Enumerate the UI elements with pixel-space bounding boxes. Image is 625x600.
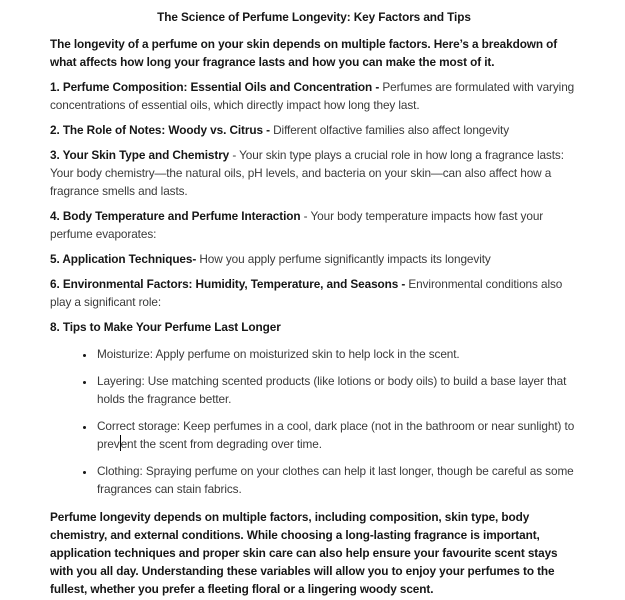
- tips-heading[interactable]: 8. Tips to Make Your Perfume Last Longer: [50, 320, 281, 334]
- section-paragraph-1[interactable]: [50, 78, 578, 114]
- tip-item-moisturize[interactable]: [95, 345, 578, 363]
- doc-title[interactable]: The Science of Perfume Longevity: Key Factors and Tips: [157, 10, 471, 24]
- section-4-body: - Your body temperature impacts how fast your perfume evaporates:: [50, 209, 544, 241]
- section-6-body: Environmental conditions also play a significant role:: [50, 277, 563, 309]
- section-paragraph-3[interactable]: [50, 146, 578, 200]
- tips-list: [50, 345, 578, 498]
- intro-paragraph[interactable]: The longevity of a perfume on your skin depends on multiple factors. Here’s a breakdown of what affects how long your fragrance lasts and how you can make the most of it.: [50, 37, 558, 69]
- section-5-lead: 5. Application Techniques-: [50, 252, 197, 266]
- tip-text: Clothing: Spraying perfume on your clothes can help it last longer, though be careful as some fragrances can stain fabrics.: [97, 464, 574, 496]
- section-1-body: Perfumes are formulated with varying concentrations of essential oils, which directly impact how long they last.: [50, 80, 575, 112]
- conclusion-paragraph[interactable]: Perfume longevity depends on multiple factors, including composition, skin type, body chemistry, and external conditions. While choosing a long-lasting fragrance is important, application techniques and proper skin care can also help ensure your favourite scent stays with you all day. Understanding these variables will allow you to enjoy your perfumes to the fullest, whether you prefer a fleeting floral or a lingering woody scent.: [50, 510, 558, 596]
- tip-text-before-cursor: Correct storage: Keep perfumes in a cool, dark place (not in the bathroom or near sunlight) to prev: [97, 419, 575, 451]
- tip-item-layering[interactable]: [95, 372, 578, 408]
- section-6-lead: 6. Environmental Factors: Humidity, Temperature, and Seasons -: [50, 277, 406, 291]
- tip-text-after-cursor: ent the scent from degrading over time.: [120, 437, 322, 451]
- section-4-lead: 4. Body Temperature and Perfume Interaction: [50, 209, 301, 223]
- tip-text: Layering: Use matching scented products (like lotions or body oils) to build a base layer that holds the fragrance better.: [97, 374, 567, 406]
- section-paragraph-6[interactable]: [50, 275, 578, 311]
- tip-text: Moisturize: Apply perfume on moisturized skin to help lock in the scent.: [97, 347, 460, 361]
- section-paragraph-4[interactable]: [50, 207, 578, 243]
- tip-item-clothing[interactable]: [95, 462, 578, 498]
- tip-item-storage[interactable]: [95, 417, 578, 453]
- section-3-lead: 3. Your Skin Type and Chemistry: [50, 148, 230, 162]
- section-5-body: How you apply perfume significantly impacts its longevity: [196, 252, 491, 266]
- section-3-body: - Your skin type plays a crucial role in how long a fragrance lasts: Your body chemistry—the natural oils, pH levels, and bacteria on your skin—can also affect how a fragrance smells and lasts.: [50, 148, 564, 198]
- section-1-lead: 1. Perfume Composition: Essential Oils and Concentration -: [50, 80, 380, 94]
- section-paragraph-2[interactable]: [50, 121, 578, 139]
- section-2-lead: 2. The Role of Notes: Woody vs. Citrus -: [50, 123, 270, 137]
- section-2-body: Different olfactive families also affect longevity: [269, 123, 509, 137]
- section-paragraph-5[interactable]: [50, 250, 578, 268]
